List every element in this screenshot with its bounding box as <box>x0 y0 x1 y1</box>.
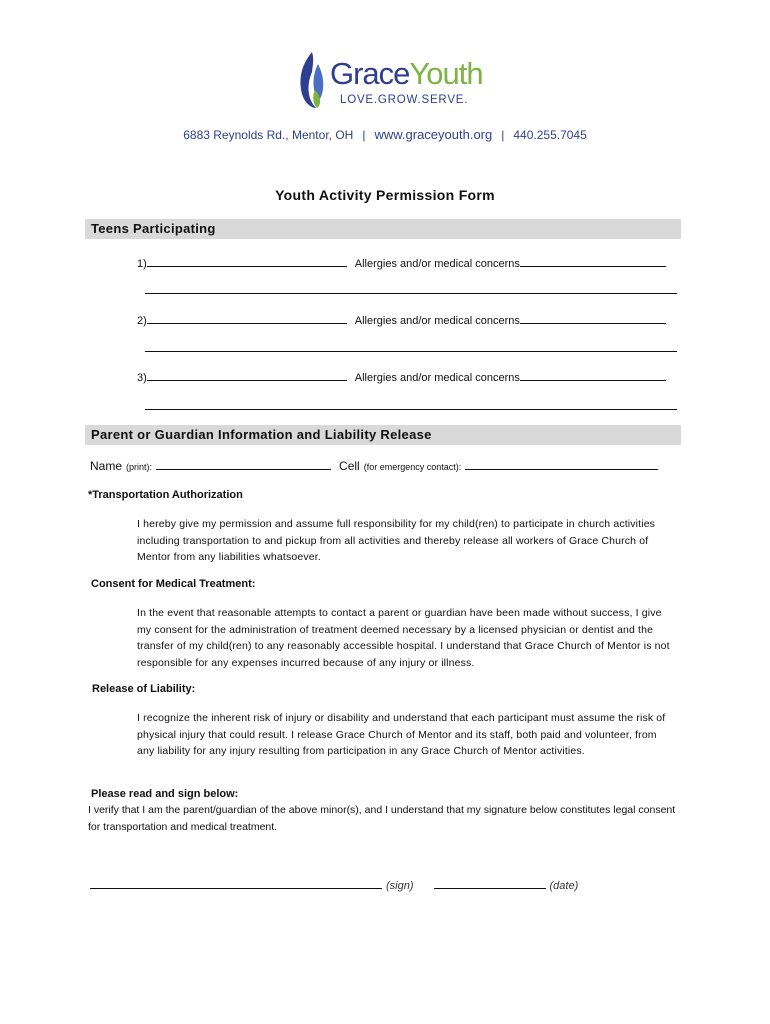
cell-label: Cell <box>339 459 360 473</box>
medical-text: In the event that reasonable attempts to contact a parent or guardian have been made without success, I give my consent for the administration of treatment deemed necessary by a licensed physician or dentist and the transfer of my child(ren) to any reasonably accessible hospital. I understand that Grace Church of Mentor is not responsible for any expenses incurred because of any injury or illness. <box>137 607 670 669</box>
cell-phone-field[interactable] <box>465 459 658 470</box>
teen-row-1 <box>137 256 666 270</box>
graceyouth-logo <box>296 50 483 112</box>
separator: | <box>362 128 366 142</box>
logo-wordmark: GraceYouth <box>330 56 483 91</box>
transport-text: I hereby give my permission and assume full responsibility for my child(ren) to participate in church activities including transportation to and pickup from all activities and thereby release all workers of Grace Church of Mentor from any liabilities whatsoever. <box>137 518 656 563</box>
date-label: (date) <box>549 880 579 892</box>
name-label: Name <box>90 459 123 473</box>
phone: 440.255.7045 <box>513 128 587 142</box>
allergy-field-line[interactable] <box>145 409 677 410</box>
allergy-label: Allergies and/or medical concerns <box>354 258 520 270</box>
website-link[interactable]: www.graceyouth.org <box>374 127 493 142</box>
sign-heading: Please read and sign below: <box>91 788 239 800</box>
guardian-name-row <box>90 459 658 473</box>
teen-name-field[interactable] <box>147 370 347 381</box>
teen-number: 1) <box>137 258 147 270</box>
allergy-field-line[interactable] <box>145 351 677 352</box>
cell-sublabel: (for emergency contact): <box>363 462 462 472</box>
address: 6883 Reynolds Rd., Mentor, OH <box>183 128 354 142</box>
signature-row <box>90 878 578 892</box>
form-title: Youth Activity Permission Form <box>275 187 495 203</box>
logo-tagline: LOVE.GROW.SERVE. <box>340 94 469 106</box>
teen-number: 2) <box>137 315 147 327</box>
allergy-field[interactable] <box>520 313 666 324</box>
teen-number: 3) <box>137 372 147 384</box>
allergy-field[interactable] <box>520 256 666 267</box>
date-field[interactable] <box>434 878 546 889</box>
section-guardian-heading: Parent or Guardian Information and Liability Release <box>85 425 681 445</box>
sign-label: (sign) <box>386 880 414 892</box>
section-teens-heading: Teens Participating <box>85 219 681 239</box>
teen-name-field[interactable] <box>147 313 347 324</box>
teen-row-3 <box>137 370 666 384</box>
liability-heading: Release of Liability: <box>92 683 196 695</box>
allergy-field-line[interactable] <box>145 293 677 294</box>
teen-name-field[interactable] <box>147 256 347 267</box>
allergy-label: Allergies and/or medical concerns <box>354 372 520 384</box>
medical-heading: Consent for Medical Treatment: <box>91 578 256 590</box>
name-sublabel: (print): <box>126 462 153 472</box>
teen-row-2 <box>137 313 666 327</box>
verify-text: I verify that I am the parent/guardian of the above minor(s), and I understand that my signature below constitutes legal consent for transportation and medical treatment. <box>88 804 676 833</box>
contact-line <box>0 127 770 142</box>
transport-heading: *Transportation Authorization <box>88 489 243 501</box>
liability-text: I recognize the inherent risk of injury or disability and understand that each participant must assume the risk of physical injury that could result. I release Grace Church of Mentor and its staff, both paid and volunteer, from any liability for any injury resulting from participation in any Grace Church of Mentor activities. <box>137 712 666 757</box>
guardian-name-field[interactable] <box>156 459 331 470</box>
flame-icon <box>296 50 330 110</box>
separator: | <box>501 128 505 142</box>
allergy-field[interactable] <box>520 370 666 381</box>
allergy-label: Allergies and/or medical concerns <box>354 315 520 327</box>
signature-field[interactable] <box>90 878 382 889</box>
